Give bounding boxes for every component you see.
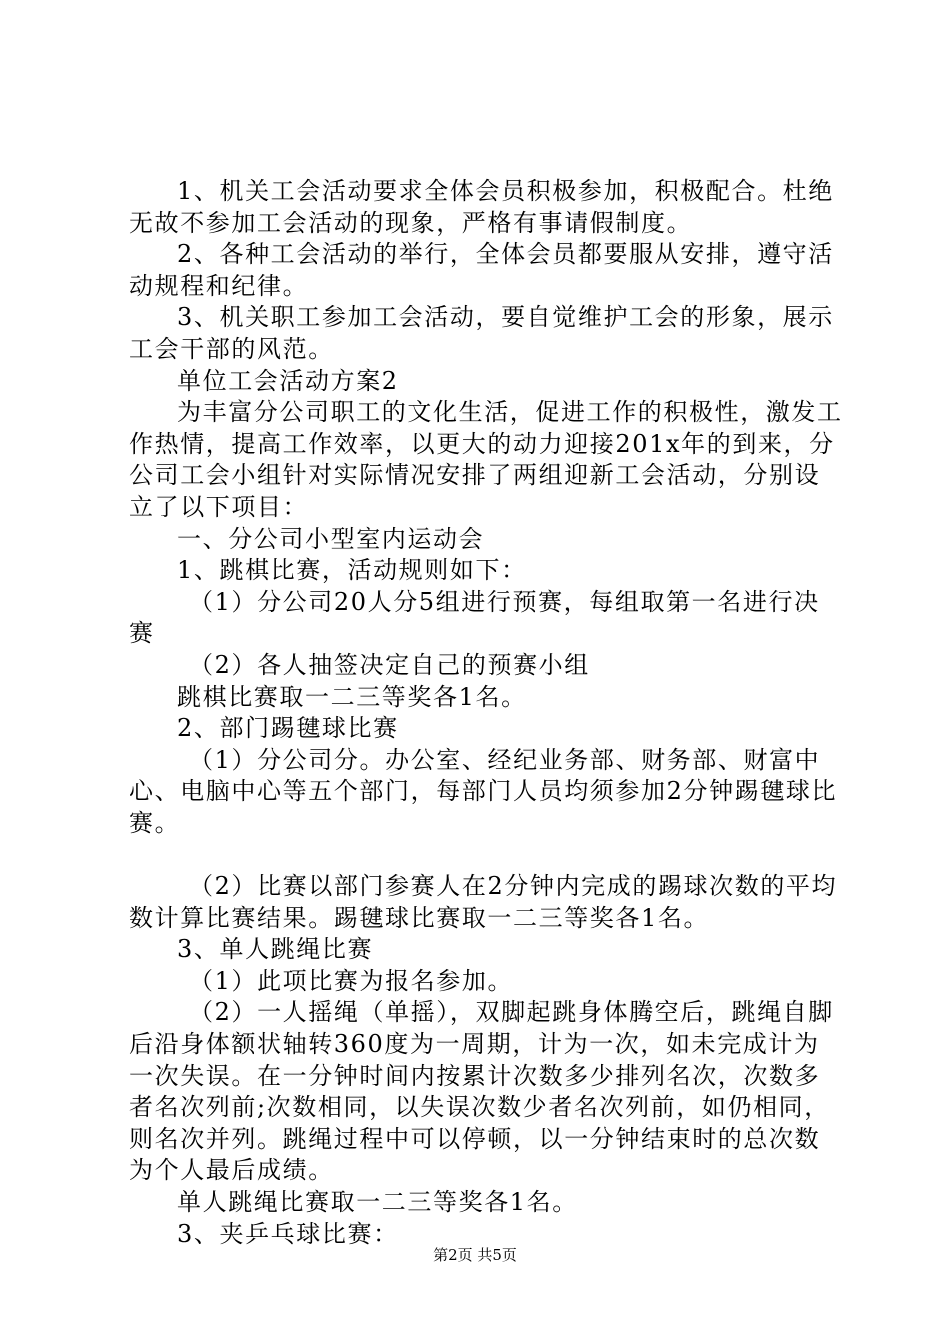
rule-rope-2: （2）一人摇绳（单摇），双脚起跳身体腾空后，跳绳自脚后沿身体额状轴转360度为一周期，计为一次，如未完成计为一次失误。在一分钟时间内按累计次数多少排列名次，次数多者名次列前;次数相同，以失误次数少者名次列前，如仍相同，则名次并列。跳绳过程中可以停顿，以一分钟结束时的总次数为个人最后成绩。 [129, 998, 834, 1185]
item-heading-rope: 3、单人跳绳比赛 [177, 935, 374, 964]
section-heading-1: 一、分公司小型室内运动会 [177, 524, 485, 553]
page-number: 第2页 共5页 [433, 1246, 517, 1264]
rule-shuttlecock-1: （1）分公司分。办公室、经纪业务部、财务部、财富中心、电脑中心等五个部门，每部门人员均须参加2分钟踢毽球比赛。 [129, 745, 838, 837]
rule-checkers-1: （1）分公司20人分5组进行预赛，每组取第一名进行决赛 [129, 587, 820, 648]
section-title: 单位工会活动方案2 [177, 366, 399, 395]
page-footer [0, 1244, 950, 1265]
award-checkers: 跳棋比赛取一二三等奖各1名。 [177, 682, 527, 711]
rule-shuttlecock-2: （2）比赛以部门参赛人在2分钟内完成的踢球次数的平均数计算比赛结果。踢毽球比赛取一二三等奖各1名。 [129, 872, 838, 932]
item-heading-checkers: 1、跳棋比赛，活动规则如下： [177, 556, 527, 585]
rule-rope-1: （1）此项比赛为报名参加。 [189, 966, 514, 995]
item-heading-shuttlecock: 2、部门踢毽球比赛 [177, 714, 399, 743]
paragraph-1: 1、机关工会活动要求全体会员积极参加，积极配合。杜绝无故不参加工会活动的现象，严格有事请假制度。 [129, 177, 834, 237]
paragraph-3: 3、机关职工参加工会活动，要自觉维护工会的形象，展示工会干部的风范。 [129, 303, 834, 363]
paragraph-2: 2、各种工会活动的举行，全体会员都要服从安排，遵守活动规程和纪律。 [129, 240, 834, 300]
award-rope: 单人跳绳比赛取一二三等奖各1名。 [177, 1188, 578, 1216]
rule-checkers-2: （2）各人抽签决定自己的预赛小组 [189, 650, 590, 679]
document-body [129, 176, 845, 1250]
paragraph-intro: 为丰富分公司职工的文化生活，促进工作的积极性，激发工作热情，提高工作效率，以更大的动力迎接201x年的到来，分公司工会小组针对实际情况安排了两组迎新工会活动，分别设立了以下项目： [129, 398, 843, 521]
item-heading-pingpong: 3、夹乒乓球比赛： [177, 1219, 399, 1248]
